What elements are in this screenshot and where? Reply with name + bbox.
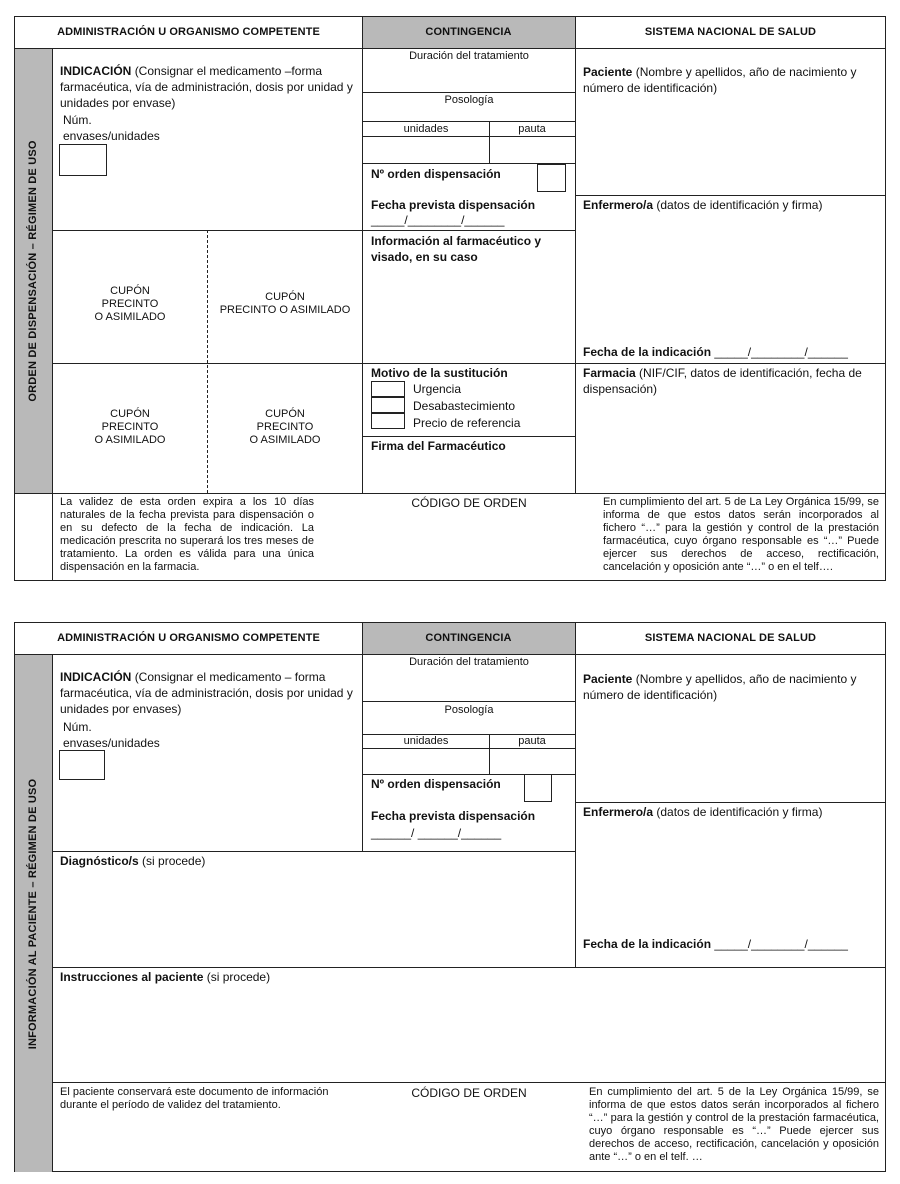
paciente-text: (Nombre y apellidos, año de nacimiento y número de identificación) xyxy=(583,65,857,95)
header-contingencia: CONTINGENCIA xyxy=(362,17,575,48)
fecha-indicacion-line[interactable]: _____/________/______ xyxy=(714,937,848,951)
fecha-prevista-label: Fecha prevista dispensación xyxy=(371,809,536,823)
diagnostico-block xyxy=(60,853,205,869)
pauta-label: pauta xyxy=(518,123,546,135)
codigo-orden: CÓDIGO DE ORDEN xyxy=(411,1086,527,1100)
header-sns: SISTEMA NACIONAL DE SALUD xyxy=(644,25,817,38)
info-farm-label: Información al farmacéutico y visado, en su caso xyxy=(371,234,542,264)
form-informacion-paciente xyxy=(14,622,886,1172)
enfermero-block xyxy=(583,197,879,213)
paciente-text: (Nombre y apellidos, año de nacimiento y número de identificación) xyxy=(583,672,857,702)
cupon-a: CUPÓN PRECINTO O ASIMILADO xyxy=(94,285,166,323)
header-admin: ADMINISTRACIÓN U ORGANISMO COMPETENTE xyxy=(57,631,320,644)
enfermero-text: (datos de identificación y firma) xyxy=(656,805,823,819)
legal-text: En cumplimiento del art. 5 de La Ley Orgánica 15/99, se informa de que estos datos serán incorporados al fichero “…” para la gestión y control de la prestación farmacéutica, cuyo órgano responsable es “…” Puede ejercer sus derechos de acceso, rectificación, cancelación y oposición ante “…” o en el telf…. xyxy=(603,496,879,573)
urgencia-checkbox[interactable] xyxy=(371,381,405,397)
diagnostico-text: (si procede) xyxy=(142,854,206,868)
paciente-block xyxy=(583,64,879,96)
envases-input-box[interactable] xyxy=(59,144,107,176)
num-label: Núm. xyxy=(63,113,92,127)
farmacia-title: Farmacia xyxy=(583,366,636,380)
indicacion-title: INDICACIÓN xyxy=(60,64,132,78)
orden-disp-box[interactable] xyxy=(537,164,566,192)
indicacion-title: INDICACIÓN xyxy=(60,670,132,684)
posologia-label: Posología xyxy=(444,94,494,106)
paciente-title: Paciente xyxy=(583,65,633,79)
duracion-label: Duración del tratamiento xyxy=(409,50,529,62)
orden-disp-label: Nº orden dispensación xyxy=(371,777,501,791)
instrucciones-text: (si procede) xyxy=(206,970,271,984)
instrucciones-title: Instrucciones al paciente xyxy=(60,970,204,984)
unidades-label: unidades xyxy=(403,123,449,135)
orden-disp-box[interactable] xyxy=(524,774,552,802)
header-admin: ADMINISTRACIÓN U ORGANISMO COMPETENTE xyxy=(57,25,320,38)
urgencia-label: Urgencia xyxy=(413,382,462,396)
enfermero-title: Enfermero/a xyxy=(583,198,654,212)
fecha-indicacion-block xyxy=(583,936,848,952)
paciente-title: Paciente xyxy=(583,672,633,686)
enfermero-title: Enfermero/a xyxy=(583,805,654,819)
validez-text: La validez de esta orden expira a los 10 días naturales de la fecha prevista para dispensación o en su defecto de la fecha de indicación. La medicación prescrita no superará los tres meses de tratamiento. La orden es válida para una única dispensación en la farmacia. xyxy=(60,496,314,573)
indicacion-block xyxy=(60,669,356,717)
sidebar-paciente xyxy=(15,655,52,1172)
indicacion-text: (Consignar el medicamento – forma farmacéutica, vía de administración, dosis por unidad y unidades por envases) xyxy=(60,670,353,716)
diagnostico-title: Diagnóstico/s xyxy=(60,854,139,868)
motivo-label: Motivo de la sustitución xyxy=(371,366,508,380)
desabast-checkbox[interactable] xyxy=(371,397,405,413)
farmacia-text: (NIF/CIF, datos de identificación, fecha de dispensación) xyxy=(583,366,862,396)
envases-label: envases/unidades xyxy=(63,736,160,750)
fecha-prevista-line[interactable]: _____/________/______ xyxy=(371,213,505,227)
fecha-indicacion-line[interactable]: _____/________/______ xyxy=(714,345,848,359)
orden-disp-label: Nº orden dispensación xyxy=(371,167,501,181)
precio-ref-checkbox[interactable] xyxy=(371,413,405,429)
pauta-label: pauta xyxy=(518,735,546,747)
enfermero-block xyxy=(583,804,879,820)
indicacion-text: (Consignar el medicamento –forma farmacéutica, vía de administración, dosis por unidad y unidades por envase) xyxy=(60,64,353,110)
sidebar-orden xyxy=(15,49,52,493)
precio-ref-label: Precio de referencia xyxy=(413,416,521,430)
sidebar-label: ORDEN DE DISPENSACIÓN – RÉGIMEN DE USO xyxy=(26,140,39,402)
desabast-label: Desabastecimiento xyxy=(413,399,516,413)
enfermero-text: (datos de identificación y firma) xyxy=(656,198,823,212)
cupon-c: CUPÓN PRECINTO O ASIMILADO xyxy=(94,408,166,446)
header-sns: SISTEMA NACIONAL DE SALUD xyxy=(644,631,817,644)
fecha-indicacion-label: Fecha de la indicación xyxy=(583,345,712,359)
firma-farm-label: Firma del Farmacéutico xyxy=(371,439,506,453)
farmacia-block xyxy=(583,365,879,397)
duracion-label: Duración del tratamiento xyxy=(409,656,529,668)
indicacion-block xyxy=(60,63,356,111)
codigo-orden: CÓDIGO DE ORDEN xyxy=(411,496,527,510)
cupon-d: CUPÓN PRECINTO O ASIMILADO xyxy=(249,408,321,446)
envases-input-box[interactable] xyxy=(59,750,105,780)
fecha-indicacion-block xyxy=(583,344,848,360)
fecha-indicacion-label: Fecha de la indicación xyxy=(583,937,712,951)
paciente-block xyxy=(583,671,879,703)
posologia-label: Posología xyxy=(444,704,494,716)
fecha-prevista-label: Fecha prevista dispensación xyxy=(371,198,536,212)
num-label: Núm. xyxy=(63,720,92,734)
instrucciones-block xyxy=(60,969,270,985)
form-orden-dispensacion xyxy=(14,16,886,581)
fecha-prevista-line[interactable]: ______/ ______/______ xyxy=(371,826,502,840)
conservara-text: El paciente conservará este documento de información durante el período de validez del tratamiento. xyxy=(60,1086,329,1111)
legal-text: En cumplimiento del art. 5 de la Ley Orgánica 15/99, se informa de que estos datos serán incorporados al fichero “…” para la gestión y control de la prestación farmacéutica, cuyo órgano responsable es “…” Puede ejercer sus derechos de acceso, rectificación, cancelación y oposición ante “…” o en el telf. … xyxy=(589,1086,879,1163)
sidebar-label: INFORMACIÓN AL PACIENTE – RÉGIMEN DE USO xyxy=(26,778,39,1049)
unidades-label: unidades xyxy=(403,735,449,747)
header-contingencia: CONTINGENCIA xyxy=(362,623,575,654)
cupon-b: CUPÓN PRECINTO O ASIMILADO xyxy=(219,291,351,316)
envases-label: envases/unidades xyxy=(63,129,160,143)
